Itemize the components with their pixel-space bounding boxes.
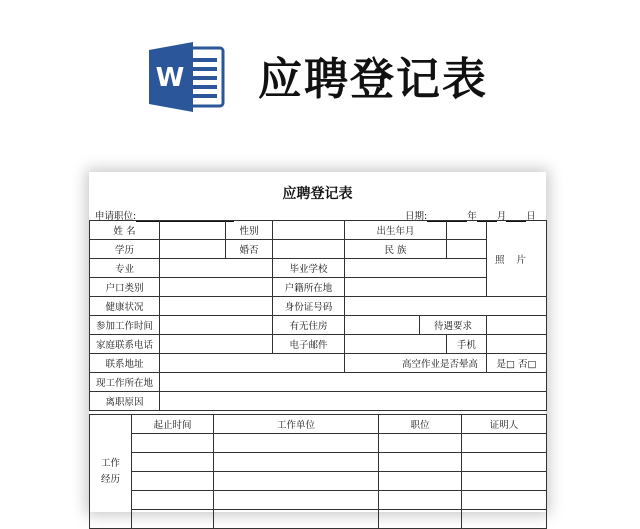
work-cell[interactable] <box>214 434 379 453</box>
field-leave-reason[interactable] <box>160 392 547 411</box>
label-address: 联系地址 <box>90 354 160 373</box>
date-label: 日期: <box>405 211 428 222</box>
work-cell[interactable] <box>379 491 462 510</box>
field-hukou[interactable] <box>160 278 273 297</box>
field-housing[interactable] <box>345 316 420 335</box>
label-birth: 出生年月 <box>345 221 447 240</box>
field-mobile[interactable] <box>487 335 547 354</box>
work-cell[interactable] <box>462 510 547 529</box>
date-day-label: 日 <box>526 211 536 222</box>
work-cell[interactable] <box>462 472 547 491</box>
label-hukou: 户口类别 <box>90 278 160 297</box>
work-row <box>90 510 547 529</box>
field-work-start[interactable] <box>160 316 273 335</box>
field-health[interactable] <box>160 297 273 316</box>
work-header-reference: 证明人 <box>462 415 547 434</box>
label-leave-reason: 离职原因 <box>90 392 160 411</box>
work-cell[interactable] <box>379 434 462 453</box>
work-cell[interactable] <box>132 434 214 453</box>
field-family-phone[interactable] <box>160 335 273 354</box>
label-email: 电子邮件 <box>273 335 345 354</box>
work-row <box>90 472 547 491</box>
word-logo-letter: W <box>155 63 185 93</box>
work-experience-label-line2: 经历 <box>100 473 120 485</box>
label-hukou-place: 户籍所在地 <box>273 278 345 297</box>
label-school: 毕业学校 <box>273 259 345 278</box>
field-email[interactable] <box>345 335 447 354</box>
work-cell[interactable] <box>462 491 547 510</box>
work-cell[interactable] <box>462 453 547 472</box>
field-work-place[interactable] <box>160 373 547 392</box>
field-birth[interactable] <box>447 221 487 240</box>
work-cell[interactable] <box>214 453 379 472</box>
label-mobile: 手机 <box>447 335 487 354</box>
work-row <box>90 491 547 510</box>
work-cell[interactable] <box>214 510 379 529</box>
label-salary-req: 待遇要求 <box>420 316 487 335</box>
field-salary-req[interactable] <box>487 316 547 335</box>
label-name: 姓 名 <box>90 221 160 240</box>
label-id-no: 身份证号码 <box>273 297 345 316</box>
field-address[interactable] <box>160 354 345 373</box>
work-experience-table <box>89 414 547 529</box>
work-experience-label <box>90 415 132 529</box>
photo-box[interactable]: 照片 <box>487 221 547 297</box>
work-cell[interactable] <box>214 472 379 491</box>
word-doc-icon <box>149 42 227 112</box>
work-cell[interactable] <box>132 472 214 491</box>
label-work-place: 现工作所在地 <box>90 373 160 392</box>
work-header-company: 工作单位 <box>214 415 379 434</box>
label-marital: 婚否 <box>226 240 273 259</box>
field-ethnicity[interactable] <box>447 240 487 259</box>
personal-info-table <box>89 220 547 411</box>
date-month-label: 月 <box>496 211 507 222</box>
work-experience-label-line1: 工作 <box>100 457 120 469</box>
label-family-phone: 家庭联系电话 <box>90 335 160 354</box>
work-cell[interactable] <box>214 491 379 510</box>
date-year-label: 年 <box>467 211 477 222</box>
work-cell[interactable] <box>132 491 214 510</box>
field-school[interactable] <box>345 259 487 278</box>
work-cell[interactable] <box>132 453 214 472</box>
field-major[interactable] <box>160 259 273 278</box>
work-cell[interactable] <box>462 434 547 453</box>
label-ethnicity: 民 族 <box>345 240 447 259</box>
field-hukou-place[interactable] <box>345 278 487 297</box>
label-housing: 有无住房 <box>273 316 345 335</box>
label-gender: 性别 <box>226 221 273 240</box>
field-id-no[interactable] <box>345 297 547 316</box>
field-name[interactable] <box>160 221 226 240</box>
label-work-start: 参加工作时间 <box>90 316 160 335</box>
document-title: 应聘登记表 <box>282 186 353 202</box>
banner-title: 应聘登记表 <box>258 54 488 105</box>
label-education: 学历 <box>90 240 160 259</box>
apply-position-label: 申请职位: <box>95 211 137 222</box>
work-header-period: 起止时间 <box>132 415 214 434</box>
label-major: 专业 <box>90 259 160 278</box>
work-header-position: 职位 <box>379 415 462 434</box>
field-marital[interactable] <box>273 240 345 259</box>
work-row <box>90 434 547 453</box>
work-cell[interactable] <box>379 472 462 491</box>
work-cell[interactable] <box>379 510 462 529</box>
label-acrophobia: 高空作业是否晕高 <box>345 354 487 373</box>
label-health: 健康状况 <box>90 297 160 316</box>
acrophobia-checkboxes[interactable]: 是□ 否□ <box>487 354 547 373</box>
work-row <box>90 453 547 472</box>
field-education[interactable] <box>160 240 226 259</box>
field-gender[interactable] <box>273 221 345 240</box>
work-cell[interactable] <box>132 510 214 529</box>
work-cell[interactable] <box>379 453 462 472</box>
document-page <box>89 172 546 512</box>
